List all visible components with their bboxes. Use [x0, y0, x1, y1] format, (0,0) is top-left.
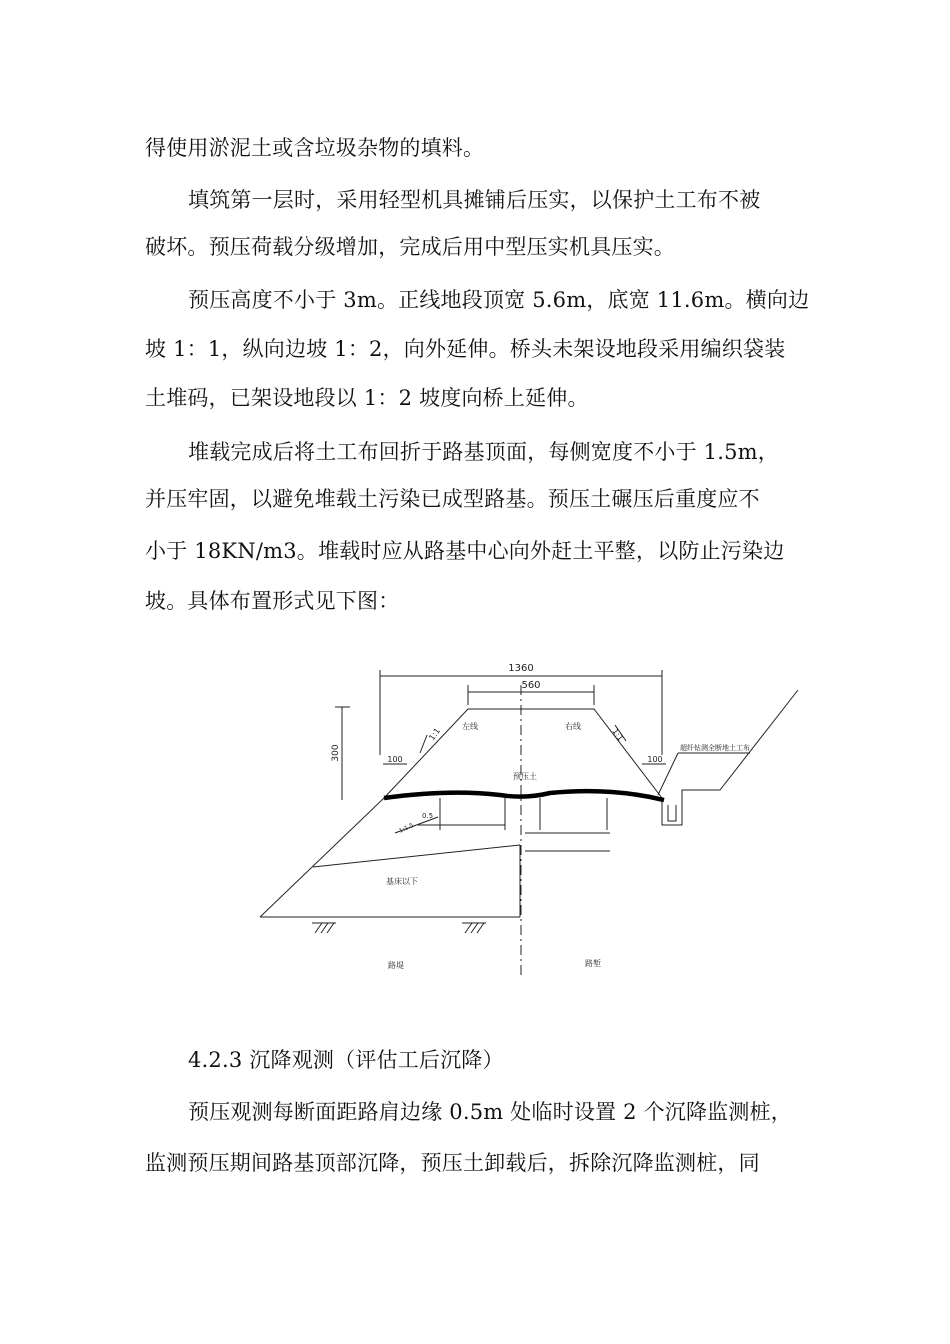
- right-section-label: 路堑: [585, 959, 601, 968]
- dim-bottom-width-label: 1360: [508, 663, 534, 674]
- dim-right-offset-label: 100: [647, 755, 663, 764]
- text-line: 监测预压期间路基顶部沉降，预压土卸载后，拆除沉降监测桩，同: [145, 1151, 760, 1175]
- right-track-label: 右线: [565, 722, 581, 731]
- slope-left-label: 1:1: [427, 726, 443, 743]
- preload-soil-label: 预压土: [513, 772, 537, 781]
- text-line: 堆载完成后将土工布回折于路基顶面，每侧宽度不小于 1.5m，: [188, 440, 779, 464]
- text-line: 预压高度不小于 3m。正线地段顶宽 5.6m，底宽 11.6m。横向边: [188, 288, 810, 312]
- slope-right-label: 1:1: [610, 726, 626, 743]
- dim-top-width-label: 560: [521, 680, 541, 691]
- section-heading: 4.2.3 沉降观测（评估工后沉降）: [188, 1048, 504, 1072]
- slope-lower-label: 1:1.5: [397, 821, 415, 835]
- text-line: 破坏。预压荷载分级增加，完成后用中型压实机具压实。: [145, 235, 675, 259]
- dim-left-offset-label: 100: [387, 755, 403, 764]
- text-line: 并压牢固，以避免堆载土污染已成型路基。预压土碾压后重度应不: [145, 487, 760, 511]
- preload-cross-section-figure: [250, 655, 810, 985]
- text-line: 土堆码，已架设地段以 1：2 坡度向桥上延伸。: [145, 386, 589, 410]
- cut-slope-right: [662, 690, 798, 825]
- left-track-label: 左线: [462, 722, 478, 731]
- geotextile-layer: [384, 791, 664, 800]
- fill-slope-left: [260, 798, 384, 917]
- geotextile-label: 超纤钻测全断地土工布: [680, 744, 750, 752]
- text-line: 填筑第一层时，采用轻型机具摊铺后压实，以保护土工布不被: [188, 188, 761, 212]
- dim-height-label: 300: [331, 744, 341, 762]
- text-line: 坡 1：1，纵向边坡 1：2，向外延伸。桥头未架设地段采用编织袋装: [145, 337, 786, 361]
- text-line: 得使用淤泥土或含垃圾杂物的填料。: [145, 136, 485, 160]
- preload-embankment-outline: [384, 709, 662, 798]
- text-line: 小于 18KN/m3。堆载时应从路基中心向外赶土平整，以防止污染边: [145, 539, 785, 563]
- text-line: 坡。具体布置形式见下图：: [145, 589, 400, 613]
- shoulder-offset-label: 0.5: [422, 812, 434, 820]
- foundation-label: 基床以下: [386, 877, 418, 886]
- left-section-label: 路堤: [388, 961, 404, 970]
- text-line: 预压观测每断面距路肩边缘 0.5m 处临时设置 2 个沉降监测桩，: [188, 1100, 792, 1124]
